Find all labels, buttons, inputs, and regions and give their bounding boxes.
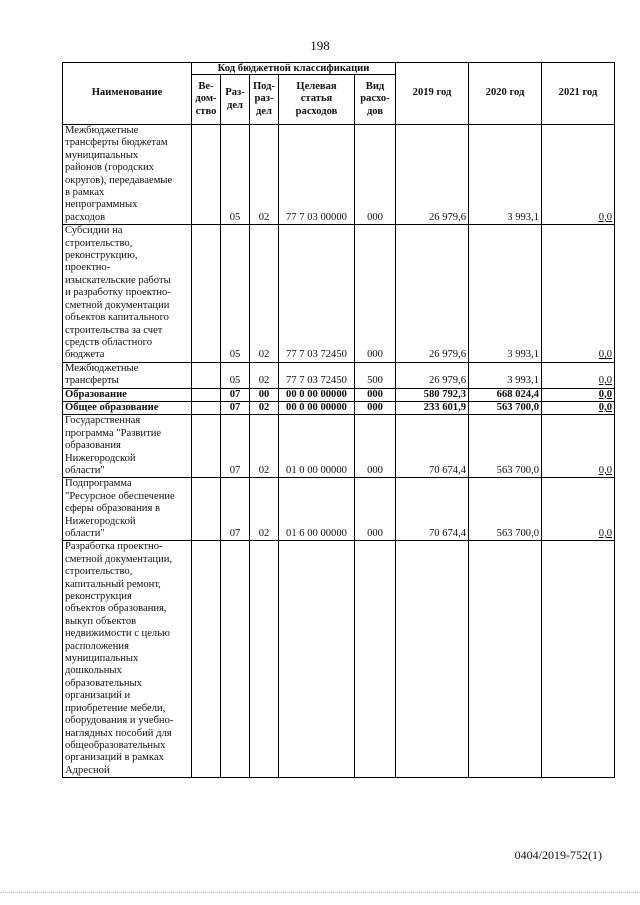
cell-expense-type: 000 xyxy=(355,125,396,225)
cell-2021: 0,0 xyxy=(542,362,615,388)
cell-name: Подпрограмма "Ресурсное обеспечение сферы образования в Нижегородской области" xyxy=(63,478,192,541)
cell-name: Субсидии на строительство, реконструкцию, проектно- изыскательские работы и разработку проектно- сметной документации объектов капитального строительства за счет средств областного бюджета xyxy=(63,225,192,362)
cell-razdel: 05 xyxy=(221,225,250,362)
cell-name: Государственная программа "Развитие образования Нижегородской области" xyxy=(63,415,192,478)
header-expense-type: Вид расхо- дов xyxy=(355,75,396,125)
table-row xyxy=(63,401,615,414)
cell-2020: 668 024,4 xyxy=(469,388,542,401)
cell-podrazdel: 00 xyxy=(250,388,279,401)
cell-target-article: 77 7 03 00000 xyxy=(279,125,355,225)
cell-2021: 0,0 xyxy=(542,415,615,478)
cell-target-article: 01 6 00 00000 xyxy=(279,478,355,541)
cell-expense-type: 000 xyxy=(355,388,396,401)
cell-razdel xyxy=(221,541,250,778)
cell-2019: 26 979,6 xyxy=(396,225,469,362)
header-target-article: Целевая статья расходов xyxy=(279,75,355,125)
cell-2020: 3 993,1 xyxy=(469,125,542,225)
header-podrazdel: Под- раз- дел xyxy=(250,75,279,125)
cell-podrazdel: 02 xyxy=(250,401,279,414)
table-row xyxy=(63,541,615,778)
cell-department xyxy=(192,388,221,401)
cell-department xyxy=(192,362,221,388)
cell-expense-type: 000 xyxy=(355,478,396,541)
cell-target-article xyxy=(279,541,355,778)
header-classification-group: Код бюджетной классификации xyxy=(192,63,396,75)
header-name: Наименование xyxy=(63,63,192,125)
cell-expense-type: 000 xyxy=(355,415,396,478)
table-body xyxy=(63,125,615,778)
cell-name: Образование xyxy=(63,388,192,401)
cell-2019: 580 792,3 xyxy=(396,388,469,401)
header-year-2020: 2020 год xyxy=(469,63,542,125)
table-row xyxy=(63,388,615,401)
cell-razdel: 05 xyxy=(221,125,250,225)
cell-2020: 563 700,0 xyxy=(469,478,542,541)
budget-table xyxy=(62,62,615,778)
cell-podrazdel: 02 xyxy=(250,478,279,541)
cell-2021: 0,0 xyxy=(542,478,615,541)
header-year-2019: 2019 год xyxy=(396,63,469,125)
cell-2019: 26 979,6 xyxy=(396,362,469,388)
cell-2021 xyxy=(542,541,615,778)
cell-expense-type xyxy=(355,541,396,778)
cell-2020: 563 700,0 xyxy=(469,401,542,414)
cell-name: Разработка проектно- сметной документации, строительство, капитальный ремонт, реконструкция объектов образования, выкуп объектов недвижимости с целью расположения муниципальных дошкольных образовательных организаций и приобретение мебели, оборудования и учебно- наглядных пособий для общеобразовательных организаций в рамках Адресной xyxy=(63,541,192,778)
cell-name: Общее образование xyxy=(63,401,192,414)
footer-divider xyxy=(0,892,640,893)
cell-expense-type: 000 xyxy=(355,401,396,414)
header-department: Ве- дом- ство xyxy=(192,75,221,125)
cell-name: Межбюджетные трансферты xyxy=(63,362,192,388)
cell-2020: 3 993,1 xyxy=(469,362,542,388)
cell-target-article: 77 7 03 72450 xyxy=(279,362,355,388)
cell-2021: 0,0 xyxy=(542,225,615,362)
cell-expense-type: 500 xyxy=(355,362,396,388)
cell-target-article: 00 0 00 00000 xyxy=(279,388,355,401)
cell-razdel: 05 xyxy=(221,362,250,388)
cell-department xyxy=(192,415,221,478)
cell-podrazdel: 02 xyxy=(250,362,279,388)
document-code: 0404/2019-752(1) xyxy=(514,848,602,862)
cell-department xyxy=(192,401,221,414)
cell-target-article: 00 0 00 00000 xyxy=(279,401,355,414)
header-year-2021: 2021 год xyxy=(542,63,615,125)
cell-razdel: 07 xyxy=(221,415,250,478)
cell-name: Межбюджетные трансферты бюджетам муниципальных районов (городских округов), передаваемые в рамках непрограммных расходов xyxy=(63,125,192,225)
table-row xyxy=(63,478,615,541)
cell-target-article: 01 0 00 00000 xyxy=(279,415,355,478)
table-row xyxy=(63,362,615,388)
table-row xyxy=(63,415,615,478)
cell-2020: 563 700,0 xyxy=(469,415,542,478)
cell-2019: 233 601,9 xyxy=(396,401,469,414)
cell-2019: 26 979,6 xyxy=(396,125,469,225)
cell-2021: 0,0 xyxy=(542,401,615,414)
page-number: 198 xyxy=(310,38,330,53)
cell-department xyxy=(192,541,221,778)
cell-expense-type: 000 xyxy=(355,225,396,362)
cell-2019 xyxy=(396,541,469,778)
cell-department xyxy=(192,478,221,541)
cell-podrazdel xyxy=(250,541,279,778)
cell-2021: 0,0 xyxy=(542,388,615,401)
cell-target-article: 77 7 03 72450 xyxy=(279,225,355,362)
cell-department xyxy=(192,125,221,225)
table-row xyxy=(63,125,615,225)
cell-department xyxy=(192,225,221,362)
cell-razdel: 07 xyxy=(221,388,250,401)
table-row xyxy=(63,225,615,362)
cell-2020: 3 993,1 xyxy=(469,225,542,362)
cell-2019: 70 674,4 xyxy=(396,415,469,478)
cell-podrazdel: 02 xyxy=(250,225,279,362)
cell-podrazdel: 02 xyxy=(250,125,279,225)
cell-podrazdel: 02 xyxy=(250,415,279,478)
cell-2021: 0,0 xyxy=(542,125,615,225)
cell-2019: 70 674,4 xyxy=(396,478,469,541)
cell-razdel: 07 xyxy=(221,478,250,541)
cell-2020 xyxy=(469,541,542,778)
header-razdel: Раз- дел xyxy=(221,75,250,125)
cell-razdel: 07 xyxy=(221,401,250,414)
